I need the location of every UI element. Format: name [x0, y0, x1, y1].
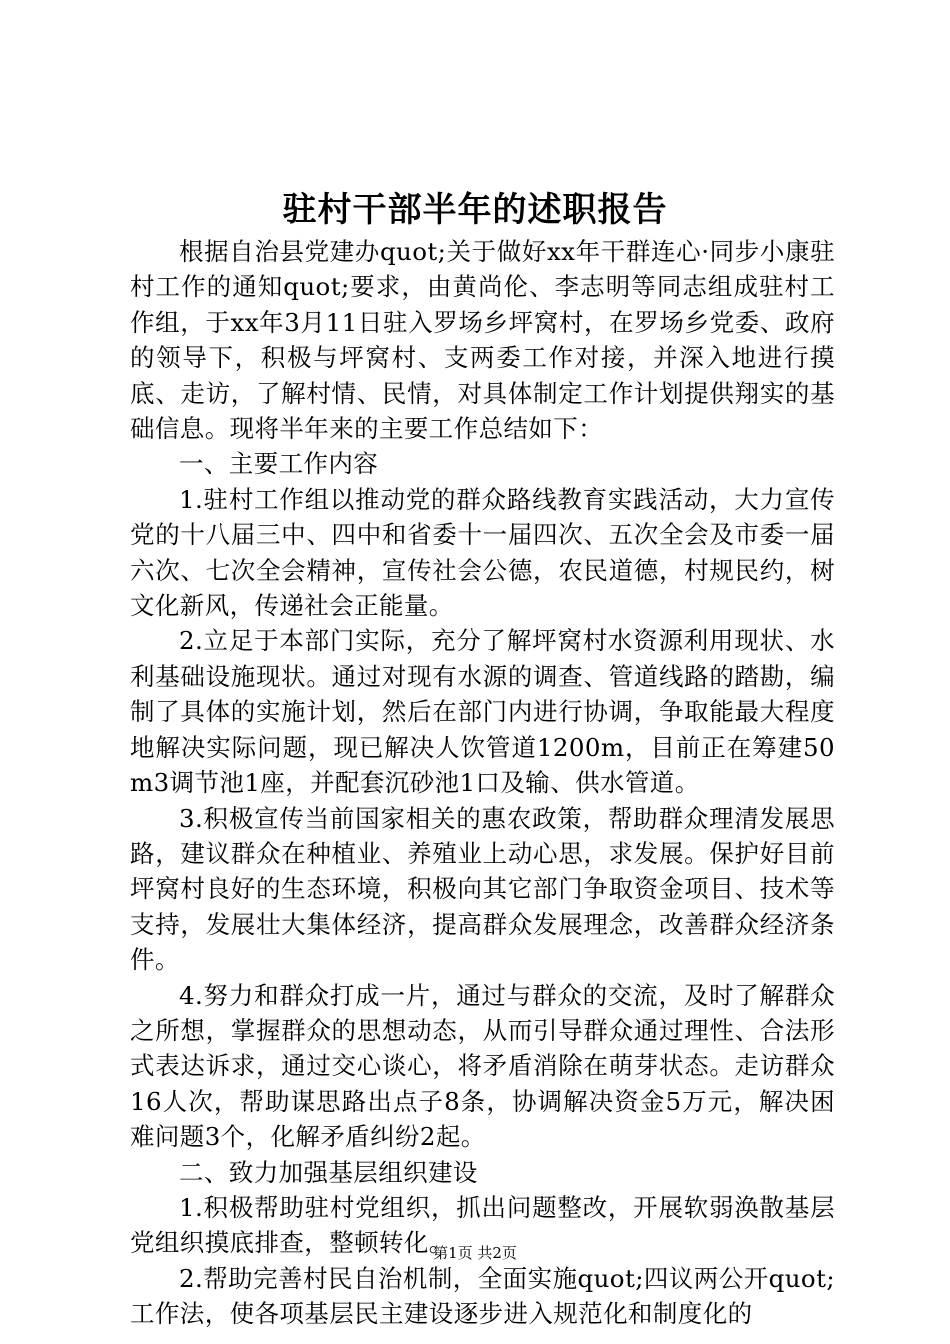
section-heading-1: 一、主要工作内容: [179, 449, 379, 479]
item-paragraph: 1.驻村工作组以推动党的群众路线教育实践活动，大力宣传党的十八届三中、四中和省委十一届四次、五次全会及市委一届六次、七次全会精神，宣传社会公德，农民道德，村规民约，树文化新风，传递社会正能量。: [130, 484, 835, 621]
section-heading-2: 二、致力加强基层组织建设: [179, 1157, 478, 1187]
item-paragraph: 2.帮助完善村民自治机制，全面实施quot;四议两公开quot;工作法，使各项基层民主建设逐步进入规范化和制度化的: [130, 1263, 835, 1329]
document-title: 驻村干部半年的述职报告: [282, 190, 668, 230]
item-paragraph: 3.积极宣传当前国家相关的惠农政策，帮助群众理清发展思路，建议群众在种植业、养殖业上动心思，求发展。保护好目前坪窝村良好的生态环境，积极向其它部门争取资金项目、技术等支持，发展壮大集体经济，提高群众发展理念，改善群众经济条件。: [130, 803, 835, 975]
item-paragraph: 2.立足于本部门实际，充分了解坪窝村水资源利用现状、水利基础设施现状。通过对现有水源的调查、管道线路的踏勘，编制了具体的实施计划，然后在部门内进行协调，争取能最大程度地解决实际问题，现已解决人饮管道1200m，目前正在筹建50m3调节池1座，并配套沉砂池1口及输、供水管道。: [130, 626, 835, 798]
page-footer: 第1页 共2页: [433, 1244, 517, 1262]
document-body: [130, 234, 835, 1332]
intro-paragraph: 根据自治县党建办quot;关于做好xx年干群连心·同步小康驻村工作的通知quot;要求，由黄尚伦、李志明等同志组成驻村工作组，于xx年3月11日驻入罗场乡坪窝村，在罗场乡党委、政府的领导下，积极与坪窝村、支两委工作对接，并深入地进行摸底、走访，了解村情、民情，对具体制定工作计划提供翔实的基础信息。现将半年来的主要工作总结如下：: [130, 237, 835, 444]
item-paragraph: 1.积极帮助驻村党组织，抓出问题整改，开展软弱涣散基层党组织摸底排查，整顿转化。: [130, 1192, 835, 1258]
item-paragraph: 4.努力和群众打成一片，通过与群众的交流，及时了解群众之所想，掌握群众的思想动态，从而引导群众通过理性、合法形式表达诉求，通过交心谈心，将矛盾消除在萌芽状态。走访群众16人次，帮助谋思路出点子8条，协调解决资金5万元，解决困难问题3个，化解矛盾纠纷2起。: [130, 980, 835, 1152]
